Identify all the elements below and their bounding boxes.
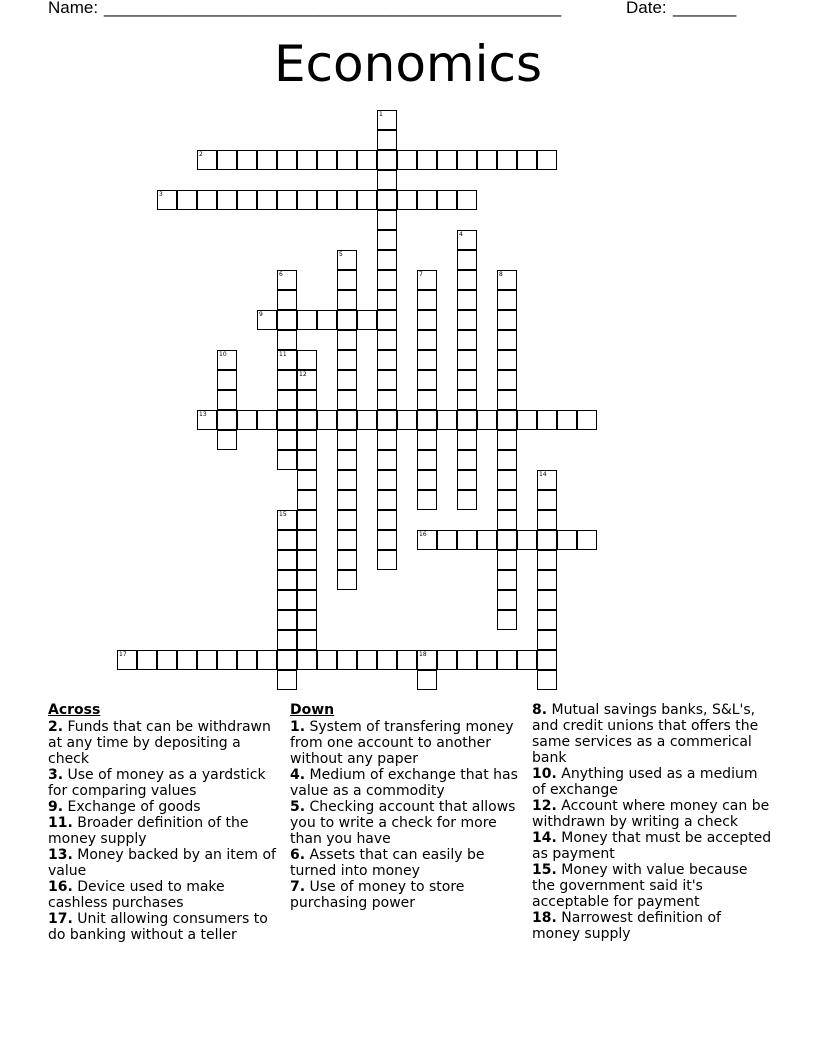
grid-cell[interactable] — [537, 590, 557, 610]
grid-cell[interactable] — [277, 590, 297, 610]
grid-cell[interactable] — [277, 430, 297, 450]
clue-item — [290, 767, 522, 799]
grid-cell[interactable] — [537, 410, 557, 430]
grid-cell[interactable] — [457, 470, 477, 490]
grid-cell[interactable] — [417, 330, 437, 350]
clue-number: 5 — [339, 251, 343, 258]
clue-item-text: Account where money can be withdrawn by writing a check — [532, 798, 770, 830]
grid-cell[interactable] — [277, 570, 297, 590]
grid-cell[interactable] — [357, 410, 377, 430]
grid-cell[interactable] — [257, 150, 277, 170]
grid-cell[interactable] — [537, 570, 557, 590]
clue-item — [48, 911, 280, 943]
grid-cell[interactable] — [377, 370, 397, 390]
clue-number: 12 — [299, 371, 307, 378]
grid-cell[interactable] — [497, 330, 517, 350]
clue-item-text: Use of money to store purchasing power — [290, 879, 465, 911]
clue-number: 4 — [459, 231, 463, 238]
grid-cell[interactable] — [397, 150, 417, 170]
grid-cell[interactable] — [317, 410, 337, 430]
grid-cell[interactable] — [377, 410, 397, 430]
name-label: Name: — [48, 0, 99, 17]
grid-cell[interactable] — [397, 190, 417, 210]
across-clue-list — [48, 719, 280, 943]
grid-cell[interactable] — [437, 650, 457, 670]
grid-cell[interactable] — [457, 330, 477, 350]
grid-cell[interactable] — [297, 570, 317, 590]
grid-cell[interactable] — [377, 530, 397, 550]
grid-cell[interactable] — [277, 550, 297, 570]
grid-cell[interactable] — [277, 450, 297, 470]
clue-number: 18 — [419, 651, 427, 658]
grid-cell[interactable] — [477, 410, 497, 430]
grid-cell[interactable] — [377, 330, 397, 350]
grid-cell[interactable] — [457, 410, 477, 430]
grid-cell[interactable] — [417, 450, 437, 470]
grid-cell[interactable] — [457, 490, 477, 510]
clue-number: 11 — [279, 351, 287, 358]
grid-cell[interactable] — [277, 410, 297, 430]
clue-item — [48, 767, 280, 799]
grid-cell[interactable] — [417, 270, 437, 290]
grid-cell[interactable] — [377, 310, 397, 330]
clue-item — [290, 799, 522, 847]
clue-item-text: Anything used as a medium of exchange — [532, 766, 758, 798]
grid-cell[interactable] — [157, 190, 177, 210]
clue-number: 10 — [219, 351, 227, 358]
clue-item-text: Broader definition of the money supply — [48, 815, 249, 847]
grid-cell[interactable] — [217, 190, 237, 210]
grid-cell[interactable] — [377, 230, 397, 250]
grid-cell[interactable] — [317, 150, 337, 170]
grid-cell[interactable] — [497, 510, 517, 530]
grid-cell[interactable] — [277, 390, 297, 410]
grid-cell[interactable] — [337, 310, 357, 330]
grid-cell[interactable] — [497, 550, 517, 570]
grid-cell[interactable] — [377, 650, 397, 670]
grid-cell[interactable] — [497, 470, 517, 490]
grid-cell[interactable] — [217, 370, 237, 390]
grid-cell[interactable] — [337, 550, 357, 570]
clue-item-text: Money that must be accepted as payment — [532, 830, 772, 862]
clue-number: 15 — [279, 511, 287, 518]
clue-item-number: 15. — [532, 862, 557, 878]
grid-cell[interactable] — [257, 650, 277, 670]
grid-cell[interactable] — [217, 430, 237, 450]
grid-cell[interactable] — [537, 550, 557, 570]
clue-item-number: 4. — [290, 767, 306, 783]
clue-item — [290, 847, 522, 879]
clue-item — [48, 719, 280, 767]
grid-cell[interactable] — [537, 650, 557, 670]
grid-cell[interactable] — [497, 310, 517, 330]
clue-number: 6 — [279, 271, 283, 278]
grid-cell[interactable] — [277, 190, 297, 210]
grid-cell[interactable] — [277, 530, 297, 550]
grid-cell[interactable] — [357, 310, 377, 330]
clue-item-text: Mutual savings banks, S&L's, and credit unions that offers the same services as a commerical bank — [532, 702, 759, 766]
grid-cell[interactable] — [277, 670, 297, 690]
date-label: Date: — [626, 0, 667, 17]
grid-cell[interactable] — [377, 470, 397, 490]
clues-down-continued-column — [532, 702, 772, 942]
clue-item-number: 9. — [48, 799, 64, 815]
grid-cell[interactable] — [457, 150, 477, 170]
grid-cell[interactable] — [497, 570, 517, 590]
grid-cell[interactable] — [297, 650, 317, 670]
grid-cell[interactable] — [517, 410, 537, 430]
grid-cell[interactable] — [457, 230, 477, 250]
grid-cell[interactable] — [277, 330, 297, 350]
clue-item-text: Use of money as a yardstick for comparing values — [48, 767, 266, 799]
grid-cell[interactable] — [297, 450, 317, 470]
clue-item-number: 16. — [48, 879, 73, 895]
grid-cell[interactable] — [437, 410, 457, 430]
grid-cell[interactable] — [497, 650, 517, 670]
grid-cell[interactable] — [457, 530, 477, 550]
grid-cell[interactable] — [237, 410, 257, 430]
grid-cell[interactable] — [517, 150, 537, 170]
grid-cell[interactable] — [497, 370, 517, 390]
grid-cell[interactable] — [337, 270, 357, 290]
clue-item-number: 17. — [48, 911, 73, 927]
grid-cell[interactable] — [417, 410, 437, 430]
clue-item-text: Checking account that allows you to write a check for more than you have — [290, 799, 516, 847]
grid-cell[interactable] — [257, 310, 277, 330]
grid-cell[interactable] — [337, 530, 357, 550]
clue-number: 7 — [419, 271, 423, 278]
grid-cell[interactable] — [497, 270, 517, 290]
grid-cell[interactable] — [297, 390, 317, 410]
grid-cell[interactable] — [297, 150, 317, 170]
clue-item-number: 7. — [290, 879, 306, 895]
clue-item — [532, 830, 772, 862]
grid-cell[interactable] — [457, 390, 477, 410]
grid-cell[interactable] — [377, 550, 397, 570]
grid-cell[interactable] — [337, 410, 357, 430]
grid-cell[interactable] — [257, 190, 277, 210]
clue-item-number: 2. — [48, 719, 64, 735]
grid-cell[interactable] — [217, 650, 237, 670]
grid-cell[interactable] — [497, 410, 517, 430]
grid-cell[interactable] — [357, 190, 377, 210]
grid-cell[interactable] — [157, 650, 177, 670]
grid-cell[interactable] — [437, 190, 457, 210]
clue-item-number: 10. — [532, 766, 557, 782]
grid-cell[interactable] — [377, 250, 397, 270]
clue-item-number: 14. — [532, 830, 557, 846]
grid-cell[interactable] — [477, 530, 497, 550]
grid-cell[interactable] — [217, 150, 237, 170]
grid-cell[interactable] — [557, 410, 577, 430]
grid-cell[interactable] — [337, 510, 357, 530]
grid-cell[interactable] — [417, 530, 437, 550]
grid-cell[interactable] — [337, 150, 357, 170]
grid-cell[interactable] — [377, 490, 397, 510]
grid-cell[interactable] — [337, 490, 357, 510]
grid-cell[interactable] — [117, 650, 137, 670]
grid-cell[interactable] — [377, 270, 397, 290]
down-heading: Down — [290, 702, 335, 718]
grid-cell[interactable] — [197, 410, 217, 430]
grid-cell[interactable] — [297, 550, 317, 570]
grid-cell[interactable] — [357, 150, 377, 170]
grid-cell[interactable] — [417, 670, 437, 690]
grid-cell[interactable] — [377, 190, 397, 210]
grid-cell[interactable] — [197, 150, 217, 170]
grid-cell[interactable] — [417, 650, 437, 670]
clue-item — [48, 799, 280, 815]
grid-cell[interactable] — [537, 630, 557, 650]
grid-cell[interactable] — [457, 270, 477, 290]
grid-cell[interactable] — [377, 510, 397, 530]
grid-cell[interactable] — [317, 650, 337, 670]
grid-cell[interactable] — [277, 630, 297, 650]
grid-cell[interactable] — [497, 450, 517, 470]
grid-cell[interactable] — [297, 410, 317, 430]
grid-cell[interactable] — [537, 530, 557, 550]
grid-cell[interactable] — [377, 430, 397, 450]
grid-cell[interactable] — [497, 530, 517, 550]
grid-cell[interactable] — [337, 390, 357, 410]
grid-cell[interactable] — [457, 310, 477, 330]
grid-cell[interactable] — [457, 450, 477, 470]
grid-cell[interactable] — [417, 190, 437, 210]
clue-item-number: 5. — [290, 799, 306, 815]
clue-item-number: 6. — [290, 847, 306, 863]
grid-cell[interactable] — [337, 650, 357, 670]
grid-cell[interactable] — [457, 290, 477, 310]
clue-item-text: Funds that can be withdrawn at any time by depositing a check — [48, 719, 271, 767]
grid-cell[interactable] — [497, 290, 517, 310]
grid-cell[interactable] — [537, 670, 557, 690]
clue-item-text: Unit allowing consumers to do banking without a teller — [48, 911, 268, 943]
grid-cell[interactable] — [417, 370, 437, 390]
grid-cell[interactable] — [457, 370, 477, 390]
grid-cell[interactable] — [297, 190, 317, 210]
grid-cell[interactable] — [137, 650, 157, 670]
grid-cell[interactable] — [297, 370, 317, 390]
grid-cell[interactable] — [437, 150, 457, 170]
grid-cell[interactable] — [517, 650, 537, 670]
grid-cell[interactable] — [377, 150, 397, 170]
grid-cell[interactable] — [537, 470, 557, 490]
grid-cell[interactable] — [277, 290, 297, 310]
grid-cell[interactable] — [557, 530, 577, 550]
grid-cell[interactable] — [277, 350, 297, 370]
clue-item-text: Medium of exchange that has value as a commodity — [290, 767, 518, 799]
grid-cell[interactable] — [457, 650, 477, 670]
clue-item-text: Assets that can easily be turned into money — [290, 847, 485, 879]
grid-cell[interactable] — [417, 490, 437, 510]
page-title: Economics — [273, 35, 543, 93]
clue-item — [48, 847, 280, 879]
clue-item-number: 11. — [48, 815, 73, 831]
grid-cell[interactable] — [377, 450, 397, 470]
grid-cell[interactable] — [237, 650, 257, 670]
grid-cell[interactable] — [217, 410, 237, 430]
clue-item — [532, 702, 772, 766]
grid-cell[interactable] — [317, 190, 337, 210]
grid-cell[interactable] — [297, 590, 317, 610]
grid-cell[interactable] — [177, 190, 197, 210]
clue-item — [532, 766, 772, 798]
clue-item-text: System of transfering money from one account to another without any paper — [290, 719, 514, 767]
clue-item — [532, 798, 772, 830]
grid-cell[interactable] — [337, 190, 357, 210]
clue-item — [532, 862, 772, 910]
grid-cell[interactable] — [537, 510, 557, 530]
clue-item-number: 8. — [532, 702, 548, 718]
grid-cell[interactable] — [297, 630, 317, 650]
grid-cell[interactable] — [297, 530, 317, 550]
clue-item-number: 13. — [48, 847, 73, 863]
clue-item-number: 12. — [532, 798, 557, 814]
clue-item-text: Money with value because the government said it's acceptable for payment — [532, 862, 748, 910]
grid-cell[interactable] — [437, 530, 457, 550]
grid-cell[interactable] — [337, 330, 357, 350]
clue-number: 1 — [379, 111, 383, 118]
grid-cell[interactable] — [297, 490, 317, 510]
clue-number: 16 — [419, 531, 427, 538]
grid-cell[interactable] — [577, 410, 597, 430]
grid-cell[interactable] — [537, 610, 557, 630]
clue-number: 3 — [159, 191, 163, 198]
grid-cell[interactable] — [297, 350, 317, 370]
clue-item — [290, 719, 522, 767]
grid-cell[interactable] — [257, 410, 277, 430]
grid-cell[interactable] — [497, 150, 517, 170]
grid-cell[interactable] — [177, 650, 197, 670]
clue-number: 9 — [259, 311, 263, 318]
grid-cell[interactable] — [417, 290, 437, 310]
grid-cell[interactable] — [457, 350, 477, 370]
grid-cell[interactable] — [337, 290, 357, 310]
grid-cell[interactable] — [377, 290, 397, 310]
clue-item-text: Money backed by an item of value — [48, 847, 276, 879]
clue-number: 14 — [539, 471, 547, 478]
grid-cell[interactable] — [537, 150, 557, 170]
clue-number: 8 — [499, 271, 503, 278]
grid-cell[interactable] — [197, 650, 217, 670]
grid-cell[interactable] — [417, 470, 437, 490]
grid-cell[interactable] — [217, 390, 237, 410]
grid-cell[interactable] — [417, 350, 437, 370]
clue-item-text: Exchange of goods — [63, 799, 201, 815]
grid-cell[interactable] — [497, 490, 517, 510]
name-blank[interactable]: ___________________________________________________ — [104, 0, 561, 17]
grid-cell[interactable] — [277, 270, 297, 290]
down-continued-clue-list — [532, 702, 772, 942]
grid-cell[interactable] — [417, 430, 437, 450]
clue-item — [532, 910, 772, 942]
grid-cell[interactable] — [237, 190, 257, 210]
grid-cell[interactable] — [277, 150, 297, 170]
grid-cell[interactable] — [217, 350, 237, 370]
grid-cell[interactable] — [497, 610, 517, 630]
clue-item — [290, 879, 522, 911]
clue-item — [48, 815, 280, 847]
grid-cell[interactable] — [277, 650, 297, 670]
grid-cell[interactable] — [417, 390, 437, 410]
grid-cell[interactable] — [377, 210, 397, 230]
grid-cell[interactable] — [377, 390, 397, 410]
grid-cell[interactable] — [297, 470, 317, 490]
clue-number: 2 — [199, 151, 203, 158]
grid-cell[interactable] — [417, 150, 437, 170]
clues-across-column — [48, 702, 280, 943]
grid-cell[interactable] — [337, 350, 357, 370]
grid-cell[interactable] — [317, 310, 337, 330]
across-heading: Across — [48, 702, 101, 718]
grid-cell[interactable] — [297, 310, 317, 330]
grid-cell[interactable] — [337, 450, 357, 470]
clue-item-number: 3. — [48, 767, 64, 783]
clue-item-text: Narrowest definition of money supply — [532, 910, 721, 942]
grid-cell[interactable] — [517, 530, 537, 550]
grid-cell[interactable] — [337, 570, 357, 590]
grid-cell[interactable] — [497, 390, 517, 410]
grid-cell[interactable] — [397, 650, 417, 670]
grid-cell[interactable] — [497, 430, 517, 450]
grid-cell[interactable] — [457, 250, 477, 270]
grid-cell[interactable] — [537, 490, 557, 510]
clue-number: 17 — [119, 651, 127, 658]
grid-cell[interactable] — [397, 410, 417, 430]
grid-cell[interactable] — [277, 310, 297, 330]
grid-cell[interactable] — [357, 650, 377, 670]
grid-cell[interactable] — [417, 310, 437, 330]
grid-cell[interactable] — [497, 590, 517, 610]
grid-cell[interactable] — [477, 150, 497, 170]
clues-down-column — [290, 702, 522, 911]
down-clue-list — [290, 719, 522, 911]
grid-cell[interactable] — [297, 430, 317, 450]
grid-cell[interactable] — [377, 130, 397, 150]
grid-cell[interactable] — [337, 430, 357, 450]
grid-cell[interactable] — [277, 510, 297, 530]
grid-cell[interactable] — [377, 110, 397, 130]
grid-cell[interactable] — [377, 170, 397, 190]
grid-cell[interactable] — [337, 370, 357, 390]
clue-item — [48, 879, 280, 911]
grid-cell[interactable] — [297, 610, 317, 630]
grid-cell[interactable] — [477, 650, 497, 670]
grid-cell[interactable] — [457, 430, 477, 450]
grid-cell[interactable] — [297, 510, 317, 530]
grid-cell[interactable] — [197, 190, 217, 210]
date-blank[interactable]: _______ — [673, 0, 736, 17]
clue-item-text: Device used to make cashless purchases — [48, 879, 225, 911]
clue-number: 13 — [199, 411, 207, 418]
grid-cell[interactable] — [277, 370, 297, 390]
grid-cell[interactable] — [377, 350, 397, 370]
grid-cell[interactable] — [237, 150, 257, 170]
grid-cell[interactable] — [577, 530, 597, 550]
grid-cell[interactable] — [337, 250, 357, 270]
clue-item-number: 1. — [290, 719, 306, 735]
clue-item-number: 18. — [532, 910, 557, 926]
grid-cell[interactable] — [337, 470, 357, 490]
grid-cell[interactable] — [277, 610, 297, 630]
grid-cell[interactable] — [457, 190, 477, 210]
grid-cell[interactable] — [497, 350, 517, 370]
